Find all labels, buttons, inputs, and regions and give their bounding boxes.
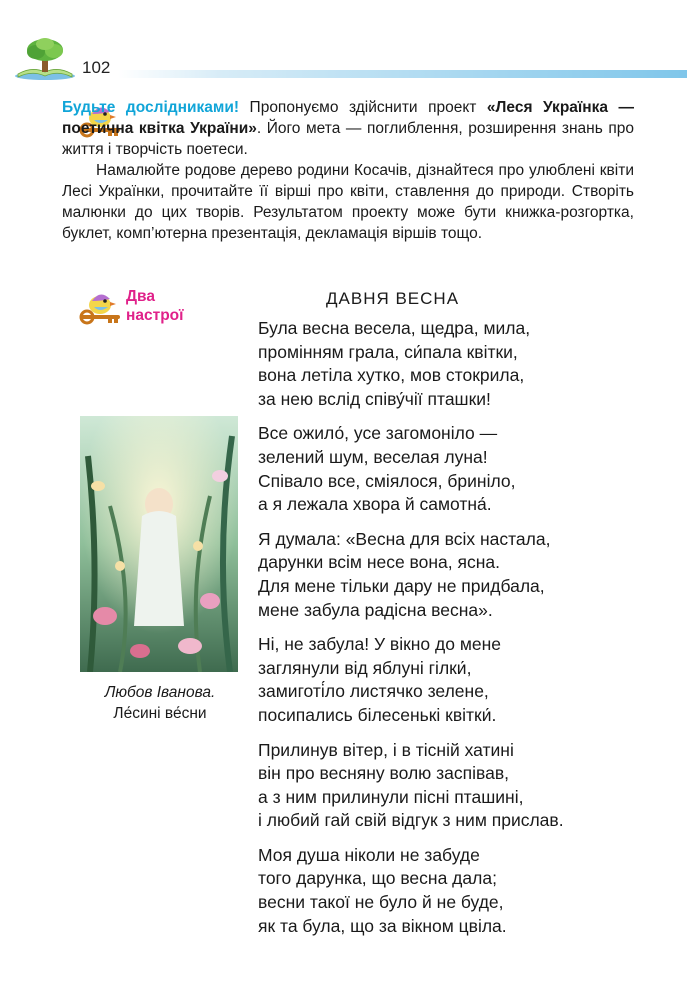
intro-text-2: . Його мета — поглиблення, розширення знань про життя і творчість поетеси. <box>62 120 634 158</box>
project-intro <box>62 97 634 244</box>
poem-body <box>258 317 564 949</box>
poem-line: посипались білесенькі квітки́. <box>258 704 497 725</box>
poem-line: а з ним прилинули пісні пташині, <box>258 786 524 807</box>
painting-image <box>80 416 238 672</box>
poem-line: Все ожило́, усе загомоніло — <box>258 423 498 444</box>
poem-line: того дарунка, що весна дала; <box>258 868 497 889</box>
poem-line: він про весняну волю заспівав, <box>258 763 510 784</box>
section-title <box>126 287 216 325</box>
poem-line: Я думала: «Весна для всіх настала, <box>258 528 551 549</box>
tree-book-logo-icon <box>14 36 76 80</box>
caption-title: Ле́сині ве́сни <box>113 705 207 722</box>
painting-caption <box>60 682 260 724</box>
project-name: «Леся Українка — поетична квітка України» <box>62 99 635 137</box>
header-divider <box>118 70 687 78</box>
poem-line: і любий гай свій відгук з ним прислав. <box>258 810 564 831</box>
poem-line: за нею вслід співу́чії пташки! <box>258 388 491 409</box>
caption-author: Любов Іванова. <box>104 684 216 701</box>
poem-line: зелений шум, веселая луна! <box>258 446 488 467</box>
poem-line: дарунки всім несе вона, ясна. <box>258 552 501 573</box>
poem-line: Моя душа ніколи не забуде <box>258 844 480 865</box>
poem-line: замиготі́ло листячко зелене, <box>258 681 489 702</box>
project-task-paragraph: Намалюйте родове дерево родини Косачів, дізнайтеся про улюблені квіти Лесі Українки, прочитайте її вірші про квіти, ставлення до природи. Створіть малюнки до цих творів. Результатом проекту може бути книжка-розгортка, буклет, комп’ютерна презентація, декламація віршів тощо. <box>62 162 634 242</box>
poem-line: заглянули від яблуні гілки́, <box>258 657 472 678</box>
poem-line: Прилинув вітер, і в тісній хатині <box>258 739 514 760</box>
poem-line: Була весна весела, щедра, мила, <box>258 318 531 338</box>
poem-line: мене забула радісна весна». <box>258 599 493 620</box>
poem-title: ДАВНЯ ВЕСНА <box>326 289 460 308</box>
section-title-line1: Два <box>126 288 155 305</box>
intro-text-1: Пропонуємо здійснити проект <box>239 99 487 116</box>
poem-line: Ні, не забула! У вікно до мене <box>258 634 501 655</box>
page-number: 102 <box>82 58 111 77</box>
bird-key-icon <box>78 287 128 327</box>
poem-stanza <box>258 739 564 833</box>
poem-stanza <box>258 528 564 622</box>
poem-stanza <box>258 633 564 727</box>
research-title: Будьте дослідниками! <box>62 99 240 116</box>
poem-line: промінням грала, си́пала квітки, <box>258 341 518 362</box>
poem-line: весни такої не було й не буде, <box>258 892 504 913</box>
poem-line: як та була, що за вікном цвіла. <box>258 915 507 936</box>
poem-line: Для мене тільки дару не придбала, <box>258 575 545 596</box>
section-title-line2: настрої <box>126 307 184 324</box>
poem-stanza <box>258 317 564 411</box>
poem-line: вона летіла хутко, мов стокрила, <box>258 365 525 386</box>
poem-stanza <box>258 844 564 938</box>
poem-line: а я лежала хвора й самотна́. <box>258 494 492 515</box>
poem-stanza <box>258 422 564 516</box>
poem-line: Співало все, сміялося, бриніло, <box>258 470 516 491</box>
